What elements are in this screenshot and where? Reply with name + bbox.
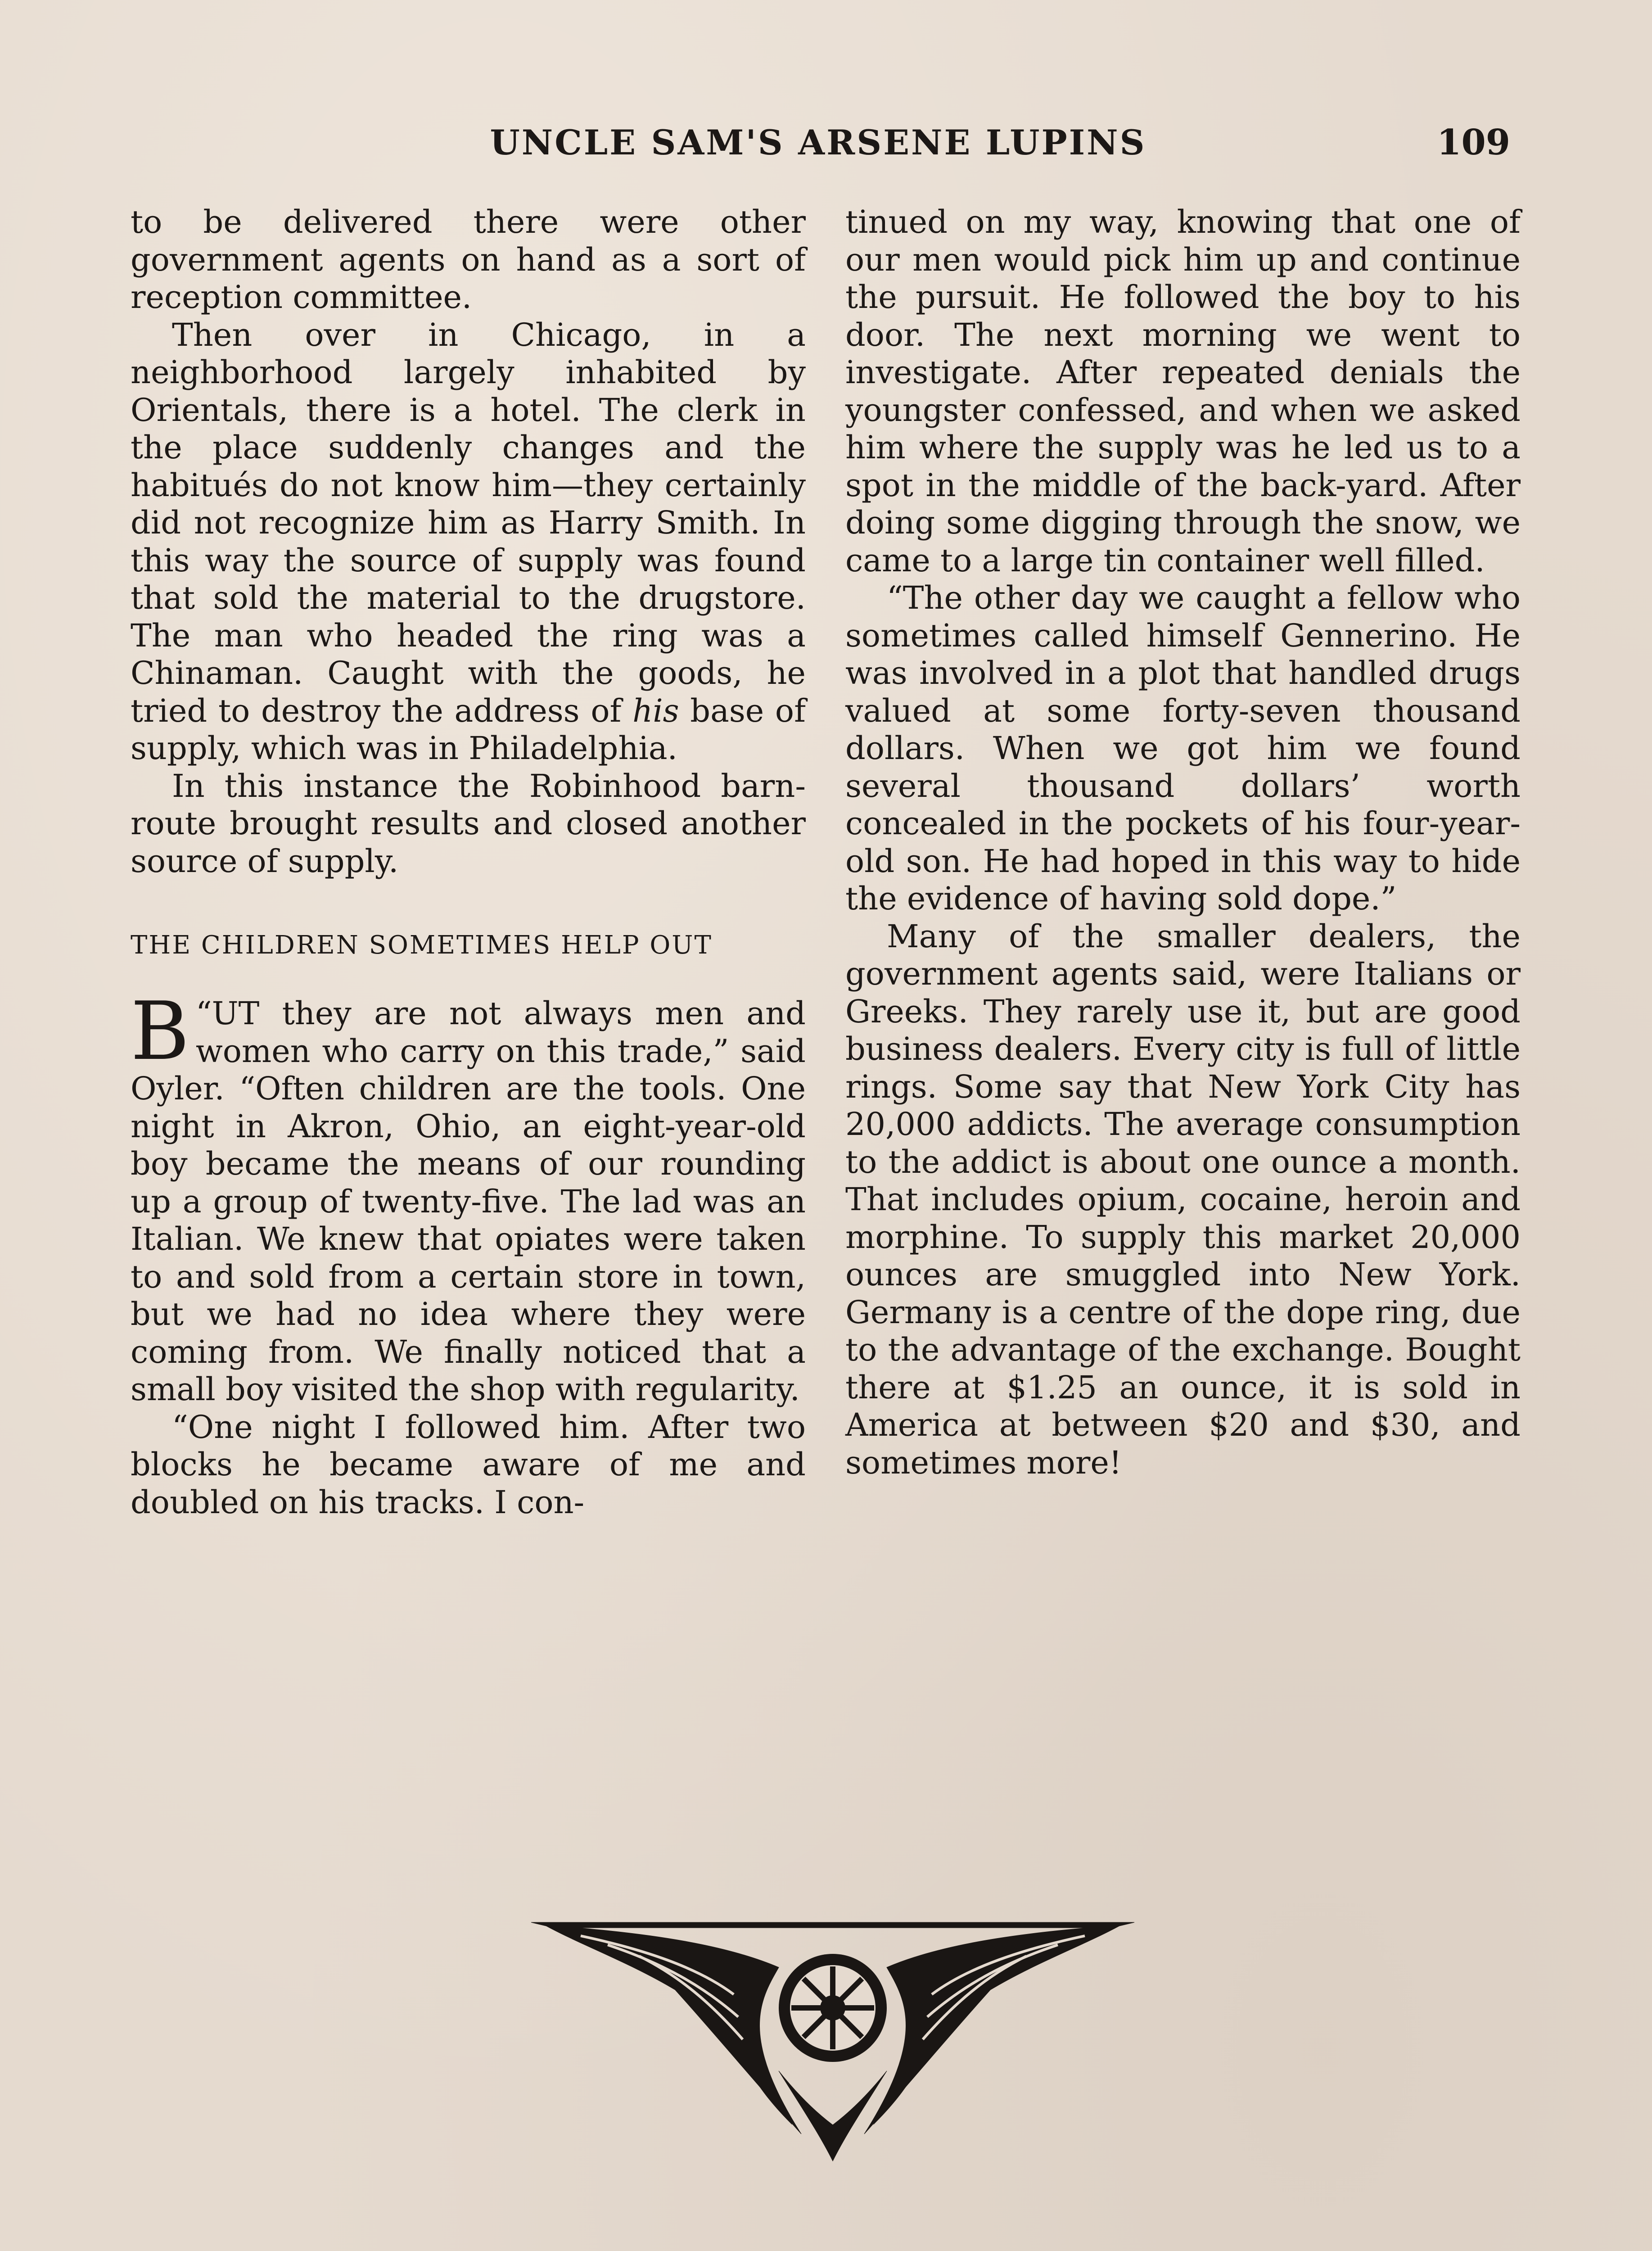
page-number: 109	[1437, 122, 1510, 163]
opening-quote: “	[195, 995, 212, 1032]
paragraph: In this instance the Robinhood barn-route brought results and closed another source of supply.	[131, 767, 806, 880]
paragraph: tinued on my way, knowing that one of our men would pick him up and continue the pursuit. He followed the boy to his door. The next morning we went to investigate. After repeated denials the youngster confessed, and when we asked him where the supply was he led us to a spot in the middle of the back-yard. After doing some digging through the snow, we came to a large tin container well filled.	[845, 203, 1521, 579]
paragraph: to be delivered there were other government agents on hand as a sort of reception committee.	[131, 203, 806, 316]
emphasis-text: his	[632, 692, 679, 729]
paragraph: Many of the smaller dealers, the government agents said, were Italians or Greeks. They rarely use it, but are good business dealers. Every city is full of little rings. Some say that New York City has 20,000 addicts. The average consumption to the addict is about one ounce a month. That includes opium, cocaine, heroin and morphine. To supply this market 20,000 ounces are smuggled into New York. Germany is a centre of the dope ring, due to the advantage of the exchange. Bought there at $1.25 an ounce, it is sold in America at between $20 and $30, and sometimes more!	[845, 918, 1521, 1481]
running-title: UNCLE SAM'S ARSENE LUPINS	[490, 122, 1146, 163]
paragraph-text: UT they are not always men and women who carry on this trade,” said Oyler. “Often children are the tools. One night in Akron, Ohio, an eight-year-old boy became the means of our rounding up a group of twenty-five. The lad was an Italian. We knew that opiates were taken to and sold from a certain store in town, but we had no idea where they were coming from. We finally noticed that a small boy visited the shop with regularity.	[131, 995, 806, 1408]
right-column	[845, 203, 1521, 1482]
paragraph: “One night I followed him. After two blocks he became aware of me and doubled on his tracks. I con-	[131, 1408, 806, 1521]
winged-wheel-ornament-icon	[527, 1900, 1139, 2165]
paragraph	[131, 316, 806, 768]
paragraph	[131, 985, 806, 1409]
paragraph-text: base of supply, which was in Philadelphia.	[131, 692, 806, 767]
section-heading: THE CHILDREN SOMETIMES HELP OUT	[131, 931, 713, 960]
paragraph: “The other day we caught a fellow who sometimes called himself Gennerino. He was involved in a plot that handled drugs valued at some forty-seven thousand dollars. When we got him we found several thousand dollars’ worth concealed in the pockets of his four-year-old son. He had hoped in this way to hide the evidence of having sold dope.”	[845, 579, 1521, 917]
paragraph-text: Then over in Chicago, in a neighborhood largely inhabited by Orientals, there is a hotel. The clerk in the place suddenly changes and the habitués do not know him—they certainly did not recognize him as Harry Smith. In this way the source of supply was found that sold the material to the drugstore. The man who headed the ring was a Chinaman. Caught with the goods, he tried to destroy the address of	[131, 316, 806, 729]
drop-cap: B	[131, 985, 190, 1078]
left-column	[131, 203, 806, 1521]
running-head	[126, 118, 1510, 167]
